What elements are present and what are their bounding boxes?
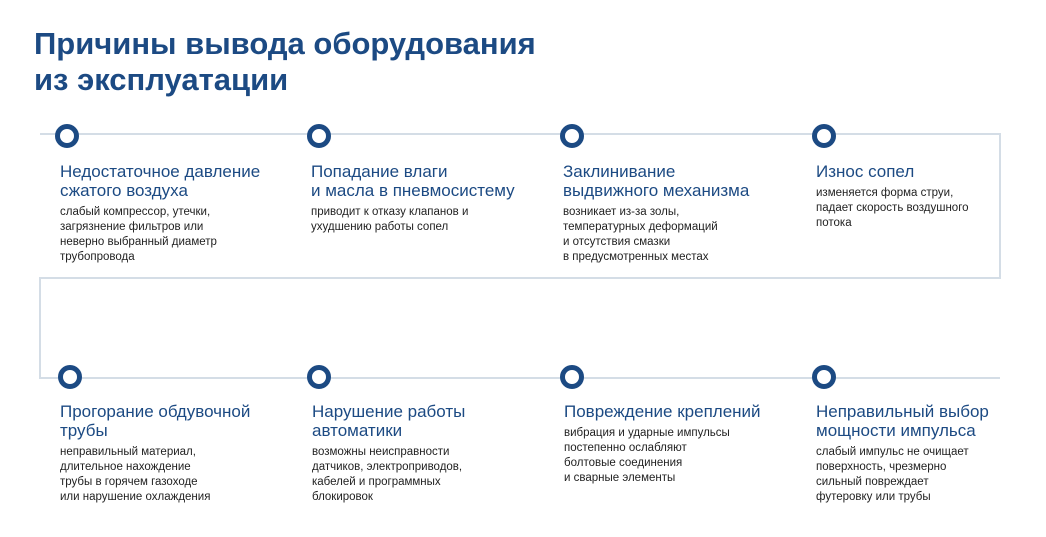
step-heading-line: трубы: [60, 421, 108, 440]
step-heading: [563, 162, 803, 200]
step-description-line: трубопровода: [60, 251, 135, 263]
step-heading: [60, 162, 300, 200]
step-description: [564, 426, 804, 486]
step-description-line: блокировок: [312, 491, 373, 503]
step-heading-line: Попадание влаги: [311, 162, 448, 181]
step-heading: [816, 402, 1026, 440]
step-description-line: в предусмотренных местах: [563, 251, 709, 263]
step-heading: [816, 162, 1016, 181]
step-heading-line: Износ сопел: [816, 162, 915, 181]
step-description-line: слабый импульс не очищает: [816, 446, 969, 458]
step-heading-line: выдвижного механизма: [563, 181, 750, 200]
step-card-5: [60, 402, 300, 505]
step-heading-line: сжатого воздуха: [60, 181, 188, 200]
step-description-line: изменяется форма струи,: [816, 187, 954, 199]
step-heading: [564, 402, 804, 421]
step-description: [816, 445, 1026, 505]
step-description-line: слабый компрессор, утечки,: [60, 206, 211, 218]
step-card-1: [60, 162, 300, 265]
step-description-line: и сварные элементы: [564, 472, 676, 484]
step-description-line: возможны неисправности: [312, 446, 450, 458]
step-heading-line: Недостаточное давление: [60, 162, 261, 181]
step-heading-line: мощности импульса: [816, 421, 976, 440]
step-description-line: вибрация и ударные импульсы: [564, 427, 730, 439]
step-description-line: кабелей и программных: [312, 476, 441, 488]
step-description: [60, 205, 300, 265]
step-description-line: и отсутствия смазки: [563, 236, 671, 248]
step-description-line: футеровку или трубы: [816, 491, 931, 503]
step-description-line: постепенно ослабляют: [564, 442, 687, 454]
step-card-6: [312, 402, 552, 505]
step-heading-line: Заклинивание: [563, 162, 676, 181]
step-description-line: падает скорость воздушного: [816, 202, 969, 214]
step-description: [563, 205, 803, 265]
step-heading-line: и масла в пневмосистему: [311, 181, 515, 200]
timeline-marker-8: [812, 365, 836, 389]
step-description-line: неправильный материал,: [60, 446, 196, 458]
step-description-line: или нарушение охлаждения: [60, 491, 211, 503]
timeline-marker-6: [307, 365, 331, 389]
timeline-marker-3: [560, 124, 584, 148]
timeline-marker-1: [55, 124, 79, 148]
step-heading: [312, 402, 552, 440]
step-description-line: неверно выбранный диаметр: [60, 236, 217, 248]
step-description-line: потока: [816, 217, 852, 229]
step-description: [60, 445, 300, 505]
step-heading: [311, 162, 551, 200]
step-description-line: температурных деформаций: [563, 221, 718, 233]
step-description-line: приводит к отказу клапанов и: [311, 206, 469, 218]
title-line-1: Причины вывода оборудования: [34, 26, 536, 61]
step-description: [311, 205, 551, 235]
step-description-line: длительное нахождение: [60, 461, 191, 473]
step-description-line: болтовые соединения: [564, 457, 683, 469]
step-description-line: сильный повреждает: [816, 476, 929, 488]
step-heading-line: Неправильный выбор: [816, 402, 989, 421]
step-card-4: [816, 162, 1016, 231]
timeline-marker-2: [307, 124, 331, 148]
step-heading-line: Прогорание обдувочной: [60, 402, 251, 421]
step-description-line: датчиков, электроприводов,: [312, 461, 463, 473]
step-description-line: загрязнение фильтров или: [60, 221, 204, 233]
step-description: [816, 186, 1016, 231]
step-description-line: ухудшению работы сопел: [311, 221, 449, 233]
title-line-2: из эксплуатации: [34, 62, 289, 97]
step-card-8: [816, 402, 1026, 505]
step-card-2: [311, 162, 551, 235]
step-description-line: возникает из-за золы,: [563, 206, 680, 218]
step-description-line: поверхность, чрезмерно: [816, 461, 947, 473]
step-description: [312, 445, 552, 505]
step-heading-line: автоматики: [312, 421, 403, 440]
step-card-7: [564, 402, 804, 486]
step-heading: [60, 402, 300, 440]
timeline-marker-4: [812, 124, 836, 148]
step-heading-line: Повреждение креплений: [564, 402, 761, 421]
step-heading-line: Нарушение работы: [312, 402, 466, 421]
timeline-marker-5: [58, 365, 82, 389]
step-description-line: трубы в горячем газоходе: [60, 476, 198, 488]
timeline-marker-7: [560, 365, 584, 389]
step-card-3: [563, 162, 803, 265]
